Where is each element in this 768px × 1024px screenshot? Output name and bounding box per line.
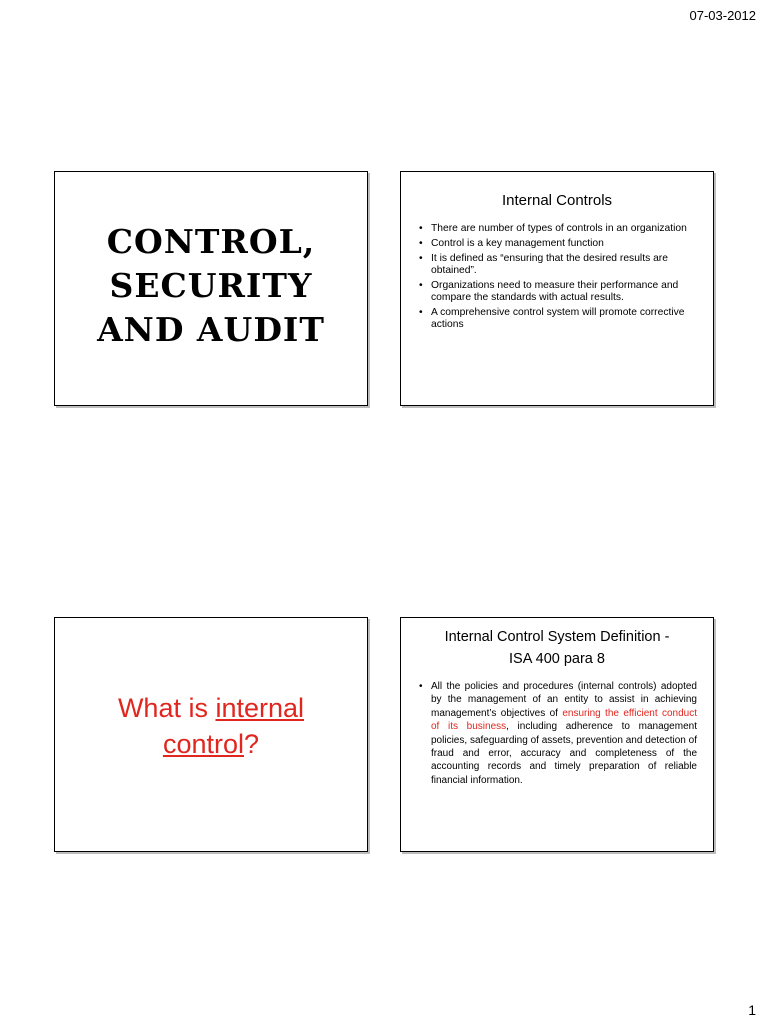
page-date: 07-03-2012 <box>689 8 756 23</box>
slide-internal-controls <box>400 171 714 406</box>
slide-heading: Internal Controls <box>501 192 613 209</box>
slide-main-title <box>55 220 367 352</box>
definition-highlight: ensuring the efficient conduct of its business <box>431 707 697 733</box>
question-text <box>55 690 367 762</box>
bullet-item: • There are number of types of controls in an organization <box>431 223 695 235</box>
bullet-item: • Organizations need to measure their performance and compare the standards with actual results. <box>431 280 695 304</box>
definition-paragraph <box>431 680 697 787</box>
page-number: 1 <box>748 1002 756 1018</box>
slide-question <box>54 617 368 852</box>
bullet-list <box>431 223 695 331</box>
heading-line-1: Internal Control System Definition - <box>444 629 670 645</box>
slide-definition <box>400 617 714 852</box>
bullet-item: • It is defined as “ensuring that the desired results are obtained”. <box>431 253 695 277</box>
question-word-internal: internal <box>215 693 305 723</box>
question-word-control: control <box>162 729 244 759</box>
title-line-2: SECURITY <box>109 266 313 305</box>
slide-title <box>54 171 368 406</box>
heading-line-2: ISA 400 para 8 <box>509 651 605 667</box>
definition-text-start: All the policies and procedures (internal controls) adopted by the management of an entity to assist in achieving management’s objectives of <box>431 681 697 719</box>
title-line-3: AND AUDIT <box>97 310 325 349</box>
slide-heading <box>401 626 713 670</box>
bullet-item: • A comprehensive control system will promote corrective actions <box>431 307 695 331</box>
question-mark: ? <box>244 729 260 759</box>
bullet-item: • Control is a key management function <box>431 238 695 250</box>
definition-text-end: , including adherence to management policies, safeguarding of assets, prevention and detection of fraud and error, accuracy and completeness of the accounting records and timely preparation of reliable financial information. <box>431 721 697 786</box>
title-line-1: CONTROL, <box>106 222 316 261</box>
question-prefix: What is <box>117 693 216 723</box>
